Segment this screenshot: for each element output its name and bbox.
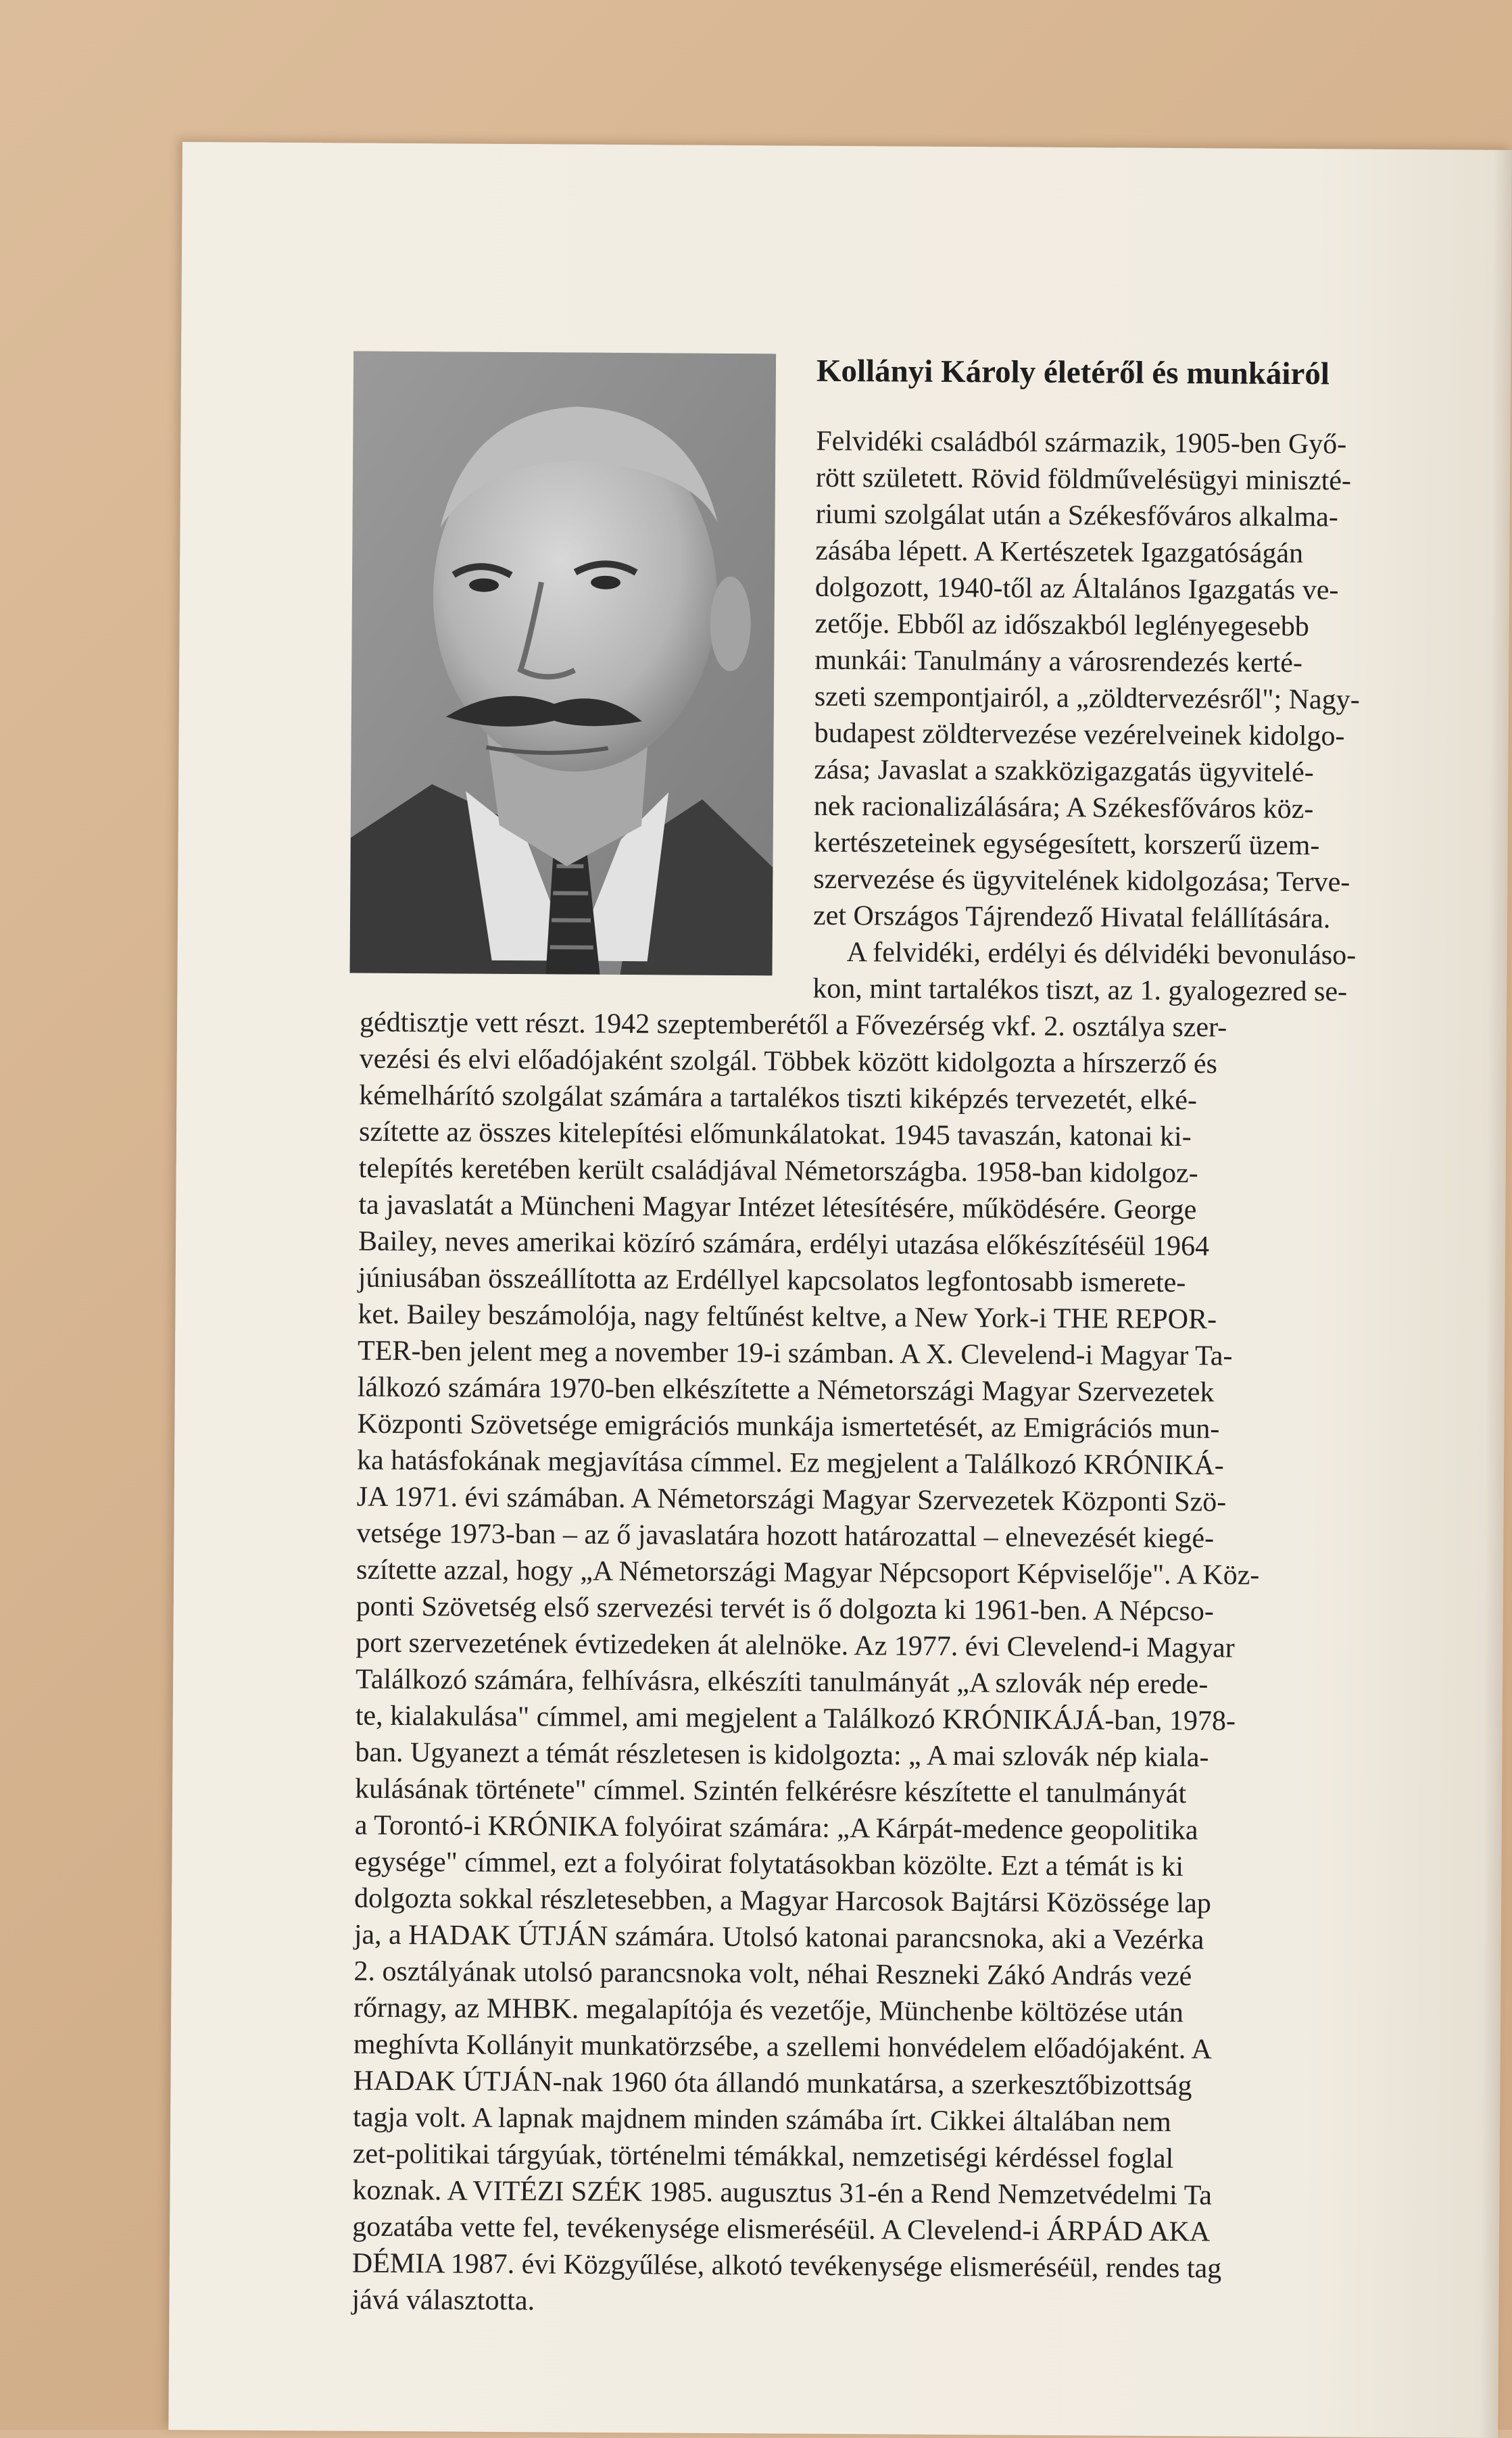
- body-line: te, kialakulása" címmel, ami megjelent a Találkozó KRÓNIKÁJÁ-ban, 1978-: [355, 1700, 1236, 1737]
- body-line: ka hatásfokának megjavítása címmel. Ez megjelent a Találkozó KRÓNIKÁ-: [356, 1444, 1224, 1482]
- body-line: szítette azzal, hogy „A Németországi Magyar Népcsoport Képviselője". A Köz-: [356, 1554, 1260, 1591]
- body-line: HADAK ÚTJÁN-nak 1960 óta állandó munkatársa, a szerkesztőbizottság: [353, 2065, 1192, 2102]
- body-line: szítette az összes kitelepítési előmunkálatokat. 1945 tavaszán, katonai ki-: [358, 1116, 1192, 1153]
- body-line: nek racionalizálására; A Székesfőváros köz-: [813, 790, 1314, 825]
- book-page: [168, 142, 1512, 2438]
- paragraph-start-line: A felvidéki, erdélyi és délvidéki bevonuláso-: [846, 937, 1357, 971]
- body-line: Bailey, neves amerikai közíró számára, erdélyi utazása előkészítéséül 1964: [358, 1225, 1210, 1263]
- body-line: ponti Szövetség első szervezési tervét is ő dolgozta ki 1961-ben. A Népcso-: [356, 1590, 1214, 1628]
- body-line: zásába lépett. A Kertészetek Igazgatóságán: [815, 535, 1304, 570]
- body-line: kon, mint tartalékos tiszt, az 1. gyalogezred se-: [812, 973, 1348, 1008]
- body-line: szeti szempontjairól, a „zöldtervezésről"; Nagy-: [814, 681, 1360, 716]
- body-line: ket. Bailey beszámolója, nagy feltűnést keltve, a New York-i THE REPOR-: [358, 1298, 1217, 1336]
- body-line: DÉMIA 1987. évi Közgyűlése, alkotó tevékenysége elismeréséül, rendes tag: [351, 2247, 1222, 2285]
- body-line: zet-politikai tárgyúak, történelmi témákkal, nemzetiségi kérdéssel foglal: [352, 2138, 1174, 2175]
- article-title: Kollányi Károly életéről és munkáiról: [816, 353, 1330, 392]
- body-line: telepítés keretében került családjával Németországba. 1958-ban kidolgoz-: [358, 1152, 1198, 1190]
- body-line: munkái: Tanulmány a városrendezés kerté-: [814, 644, 1303, 679]
- body-line: szervezése és ügyvitelének kidolgozása; Terve-: [813, 863, 1350, 898]
- body-line: 2. osztályának utolsó parancsnoka volt, néhai Reszneki Zákó András vezé: [353, 1955, 1192, 1993]
- body-line: zása; Javaslat a szakközigazgatás ügyvitelé-: [814, 754, 1314, 789]
- body-line: gédtisztje vett részt. 1942 szeptemberétől a Fővezérség vkf. 2. osztálya szer-: [359, 1006, 1227, 1044]
- body-line: gozatába vette fel, tevékenysége elismeréséül. A Clevelend-i ÁRPÁD AKA: [352, 2211, 1211, 2248]
- body-line: meghívta Kollányit munkatörzsébe, a szellemi honvédelem előadójaként. A: [353, 2028, 1213, 2066]
- body-line: riumi szolgálat után a Székesfőváros alkalma-: [815, 498, 1339, 533]
- body-line: koznak. A VITÉZI SZÉK 1985. augusztus 31-én a Rend Nemzetvédelmi Ta: [352, 2174, 1213, 2212]
- body-line: dolgozott, 1940-től az Általános Igazgatás ve-: [814, 571, 1339, 606]
- body-line: ban. Ugyanezt a témát részletesen is kidolgozta: „ A mai szlovák nép kiala-: [355, 1736, 1209, 1774]
- body-line: port szervezetének évtizedeken át alelnöke. Az 1977. évi Clevelend-i Magyar: [356, 1627, 1235, 1664]
- body-line: kertészeteinek egységesített, korszerű üzem-: [813, 827, 1320, 862]
- body-line: vezési és elvi előadójaként szolgál. Többek között kidolgozta a hírszerző és: [359, 1043, 1218, 1080]
- body-line: dolgozta sokkal részletesebben, a Magyar Harcosok Bajtársi Közössége lap: [353, 1882, 1211, 1920]
- body-line: lálkozó számára 1970-ben elkészítette a Németországi Magyar Szervezetek: [357, 1371, 1215, 1409]
- body-line: TER-ben jelent meg a november 19-i számban. A X. Clevelend-i Magyar Ta-: [357, 1335, 1233, 1372]
- body-line: kémelhárító szolgálat számára a tartalékos tiszti kiképzés tervezetét, elké-: [359, 1079, 1198, 1117]
- body-line: budapest zöldtervezése vezérelveinek kidolgo-: [814, 717, 1345, 752]
- body-line: júniusában összeállította az Erdéllyel kapcsolatos legfontosabb ismerete-: [358, 1262, 1186, 1299]
- body-line: rött született. Rövid földművelésügyi miniszté-: [815, 462, 1352, 497]
- body-line: JA 1971. évi számában. A Németországi Magyar Szervezetek Központi Szö-: [356, 1481, 1227, 1518]
- body-line: jává választotta.: [351, 2284, 535, 2317]
- body-line: ta javaslatát a Müncheni Magyar Intézet létesítésére, működésére. George: [358, 1189, 1197, 1226]
- portrait-photo-icon: [349, 351, 776, 976]
- body-line: rőrnagy, az MHBK. megalapítója és vezetője, Münchenbe költözése után: [353, 1992, 1184, 2029]
- body-line: zetője. Ebből az időszakból leglényegesebb: [814, 608, 1310, 643]
- body-line: egysége" címmel, ezt a folyóirat folytatásokban közölte. Ezt a témát is ki: [354, 1846, 1184, 1883]
- body-line: zet Országos Tájrendező Hivatal felállítására.: [812, 900, 1331, 935]
- body-line: kulásának története" címmel. Szintén felkérésre készítette el tanulmányát: [354, 1773, 1187, 1810]
- body-line: Felvidéki családból származik, 1905-ben Győ-: [816, 425, 1347, 460]
- body-line: tagja volt. A lapnak majdnem minden számába írt. Cikkei általában nem: [353, 2101, 1171, 2138]
- body-line: vetsége 1973-ban – az ő javaslatára hozott határozattal – elnevezését kiegé-: [356, 1517, 1215, 1555]
- body-line: Központi Szövetsége emigrációs munkája ismertetését, az Emigrációs mun-: [357, 1408, 1220, 1445]
- body-line: ja, a HADAK ÚTJÁN számára. Utolsó katonai parancsnoka, aki a Vezérka: [353, 1919, 1204, 1956]
- body-line: Találkozó számára, felhívásra, elkészíti tanulmányát „A szlovák nép erede-: [355, 1663, 1209, 1701]
- body-line: a Torontó-i KRÓNIKA folyóirat számára: „A Kárpát-medence geopolitika: [354, 1809, 1198, 1847]
